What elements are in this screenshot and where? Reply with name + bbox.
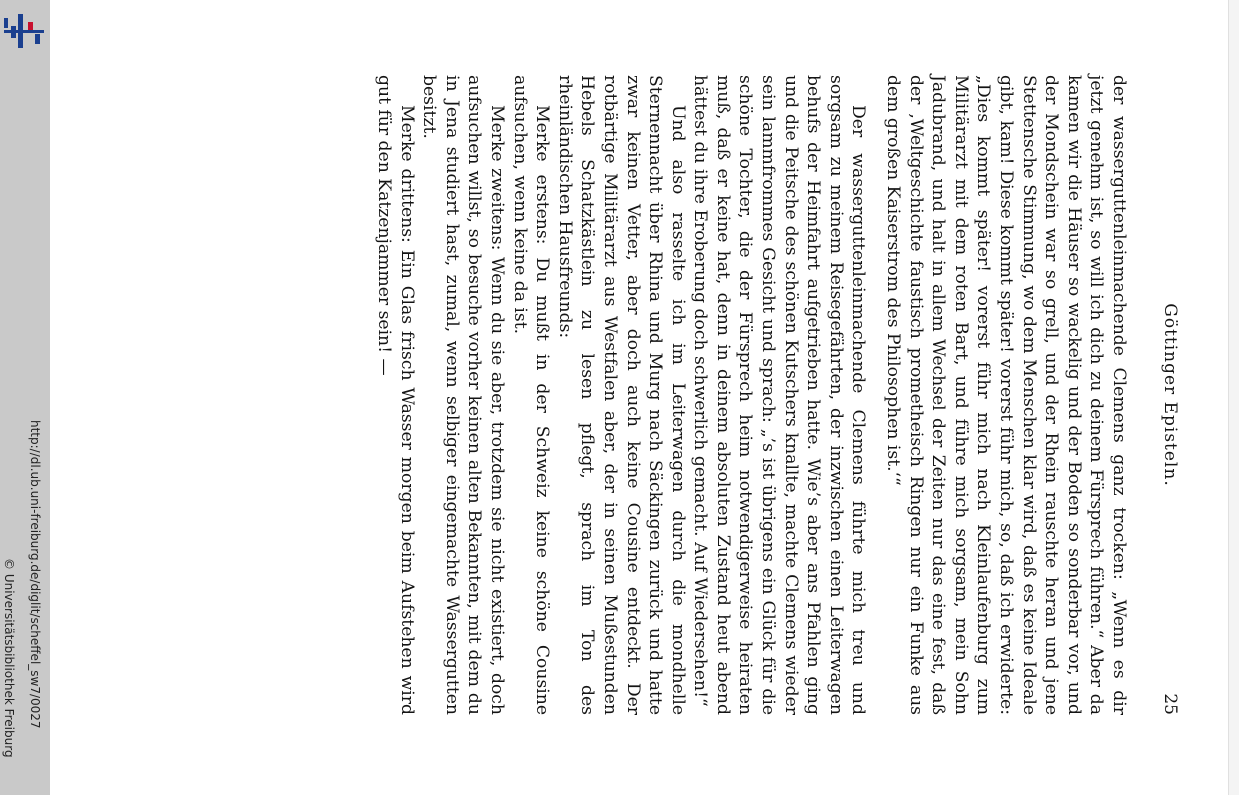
page-content-rotated [240, 75, 1180, 715]
paragraph: der wasserguttenleinmachende Clemens ganz trocken: „Wenn es dir jetzt genehm ist, so will ich dich zu deinem Fürsprech führen.“ Aber da kamen wir die Häuser so wackelig und der Boden so sonderbar vor, und der Mondschein war so grell, und der Rhein rauschte heran und jene Stettensche Stimmung, wo dem Menschen klar wird, daß es keine Ideale gibt, kam! Diese kommt später! vorerst führ mich, so, daß ich erwiderte: „Dies kommt später! vorerst führ mich nach Kleinlaufenburg zum Militärarzt mit dem roten Bart, und führe mich sorgsam, mein Sohn Jadubrand, und halt in allem Wechsel der Zeiten nur das eine fest, daß der ‚Weltgeschichte faustisch prometheisch Ringen nur ein Funke aus dem großen Kaiserstrom des Philosophen ist.‘“ [883, 75, 1129, 715]
paragraph: Und also rasselte ich im Leiterwagen durch die mondhelle Sternennacht über Rhina und Murg nach Säckingen zurück und hatte zwar keinen Vetter, aber doch auch keine Cousine entdeckt. Der rotbärtige Militärarzt aus Westfalen aber, der in seinen Mußestunden Hebels Schatzkästlein zu lesen pflegt, sprach im Ton des rheinländischen Hausfreunds: [554, 75, 688, 715]
body-text [372, 75, 1130, 715]
page-number: 25 [1160, 693, 1180, 715]
source-url[interactable]: http://dl.ub.uni-freiburg.de/diglit/scheffel_sw7/0027 [28, 420, 42, 729]
ub-freiburg-logo-icon[interactable] [2, 12, 46, 52]
paragraph: Merke zweitens: Wenn du sie aber, trotzdem sie nicht existiert, doch aufsuchen willst, so besuche vorher keinen alten Bekannten, mit dem du in Jena studiert hast, zumal, wenn selbiger eingemachte Wassergutten besitzt. [419, 75, 507, 715]
copyright-notice: © Universitätsbibliothek Freiburg [2, 558, 16, 758]
paragraph: Merke erstens: Du mußt in der Schweiz keine schöne Cousine aufsuchen, wenn keine da ist. [509, 75, 553, 715]
running-title: Göttinger Episteln. [1160, 303, 1180, 487]
paragraph: Der wasserguttenleinmachende Clemens führte mich treu und sorgsam zu meinem Reisegefährten, der inzwischen einen Leiterwagen behufs der Heimfahrt aufgetrieben hatte. Wie’s aber ans Pfahlen ging und die Peitsche des schönen Kutschers knallte, machte Clemens wieder sein lammfrommes Gesicht und sprach: „’s ist übrigens ein Glück für die schöne Tochter, die der Fürsprech heim notwendigerweise heiraten muß, daß er keine hat, denn in deinem absoluten Zustand heut abend hättest du ihre Eroberung doch schwerlich gemacht. Auf Wiedersehen!“ [690, 75, 869, 715]
scanned-page [240, 75, 1180, 715]
page-header [1160, 75, 1180, 715]
page-edge [1228, 0, 1239, 795]
paragraph: Merke drittens: Ein Glas frisch Wasser morgen beim Aufstehen wird gut für den Katzenjammer sein! — [374, 75, 417, 715]
viewer-sidebar [0, 0, 50, 795]
